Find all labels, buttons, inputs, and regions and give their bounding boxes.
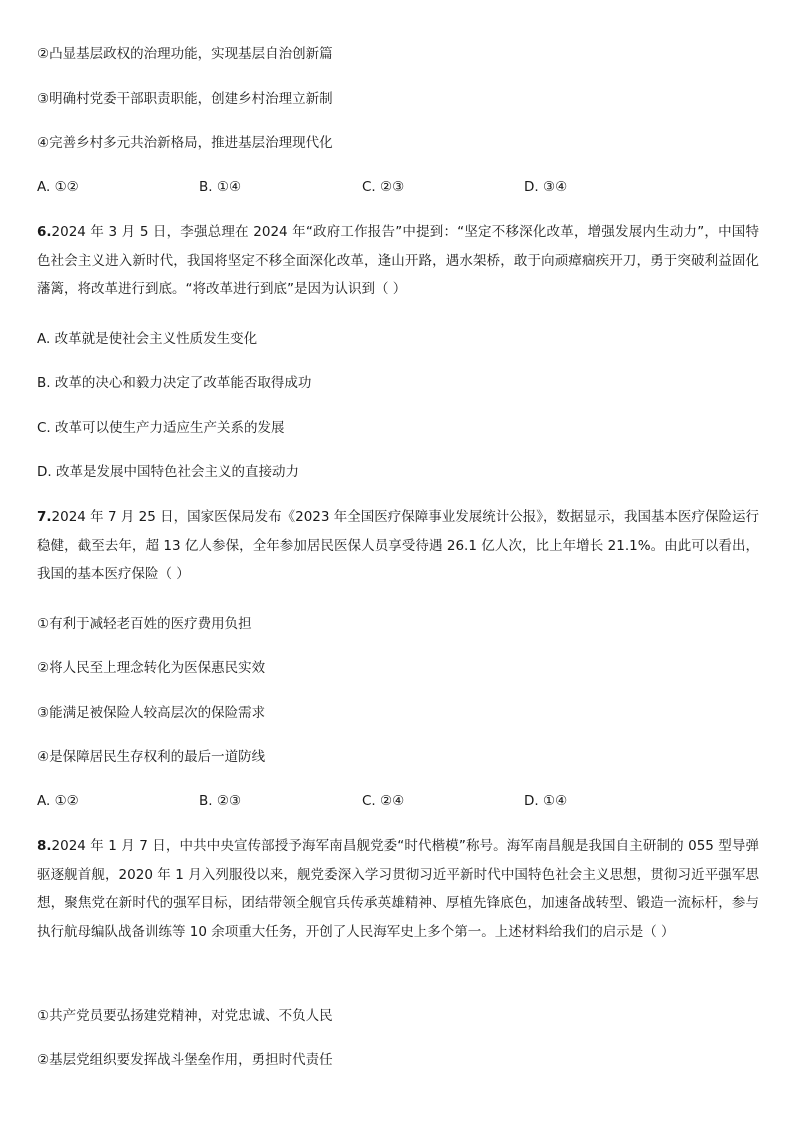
statement-4: ④是保障居民生存权利的最后一道防线: [37, 749, 266, 765]
question-text: 2024 年 3 月 5 日，李强总理在 2024 年“政府工作报告”中提到：“坚定不移深化改革，增强发展内生动力”，中国特色社会主义进入新时代，我国将坚定不移全面深化改革，逢山开路，遇水架桥，敢于向顽瘴痼疾开刀，勇于突破利益固化藩篱，将改革进行到底。“将改革进行到底”是因为认识到（ ）: [37, 224, 759, 297]
statement-2: ②凸显基层政权的治理功能，实现基层自治创新篇: [37, 46, 333, 62]
statement-1: ①共产党员要弘扬建党精神，对党忠诚、不负人民: [37, 1008, 333, 1024]
statement-3: ③明确村党委干部职责职能，创建乡村治理立新制: [37, 91, 333, 107]
choice-b[interactable]: B. 改革的决心和毅力决定了改革能否取得成功: [37, 375, 312, 391]
statement-1: ①有利于减轻老百姓的医疗费用负担: [37, 616, 252, 632]
question-number: 8.: [37, 838, 52, 854]
option-b[interactable]: B. ②③: [199, 793, 242, 809]
answer-options-q5: [37, 177, 759, 197]
answer-options-q7: [37, 791, 759, 811]
question-number: 6.: [37, 224, 52, 240]
question-text: 2024 年 7 月 25 日，国家医保局发布《2023 年全国医疗保障事业发展统计公报》，数据显示，我国基本医疗保险运行稳健，截至去年，超 13 亿人参保，全年参加居民医保人员享受待遇 26.1 亿人次，比上年增长 21.1%。由此可以看出，我国的基本医疗保险（ ）: [37, 509, 760, 582]
question-7-stem: [37, 503, 759, 589]
question-text: 2024 年 1 月 7 日，中共中央宣传部授予海军南昌舰党委“时代楷模”称号。海军南昌舰是我国自主研制的 055 型导弹驱逐舰首舰，2020 年 1 月入列服役以来，舰党委深入学习贯彻习近平新时代中国特色社会主义思想，贯彻习近平强军思想，聚焦党在新时代的强军目标，团结带领全舰官兵传承英雄精神、厚植先锋底色，加速备战转型、锻造一流标杆，参与执行航母编队战备训练等 10 余项重大任务，开创了人民海军史上多个第一。上述材料给我们的启示是（ ）: [37, 838, 759, 940]
statement-4: ④完善乡村多元共治新格局，推进基层治理现代化: [37, 135, 333, 151]
option-d[interactable]: D. ①④: [524, 793, 568, 809]
choice-d[interactable]: D. 改革是发展中国特色社会主义的直接动力: [37, 464, 299, 480]
statement-3: ③能满足被保险人较高层次的保险需求: [37, 705, 266, 721]
option-c[interactable]: C. ②④: [362, 793, 405, 809]
statement-2: ②将人民至上理念转化为医保惠民实效: [37, 660, 266, 676]
option-d[interactable]: D. ③④: [524, 179, 568, 195]
option-b[interactable]: B. ①④: [199, 179, 242, 195]
option-c[interactable]: C. ②③: [362, 179, 405, 195]
statement-2: ②基层党组织要发挥战斗堡垒作用，勇担时代责任: [37, 1052, 333, 1068]
choice-a[interactable]: A. 改革就是使社会主义性质发生变化: [37, 331, 258, 347]
option-a[interactable]: A. ①②: [37, 179, 79, 195]
question-number: 7.: [37, 509, 52, 525]
choice-c[interactable]: C. 改革可以使生产力适应生产关系的发展: [37, 420, 285, 436]
question-8-stem: [37, 832, 759, 946]
question-6-stem: [37, 218, 759, 304]
option-a[interactable]: A. ①②: [37, 793, 79, 809]
